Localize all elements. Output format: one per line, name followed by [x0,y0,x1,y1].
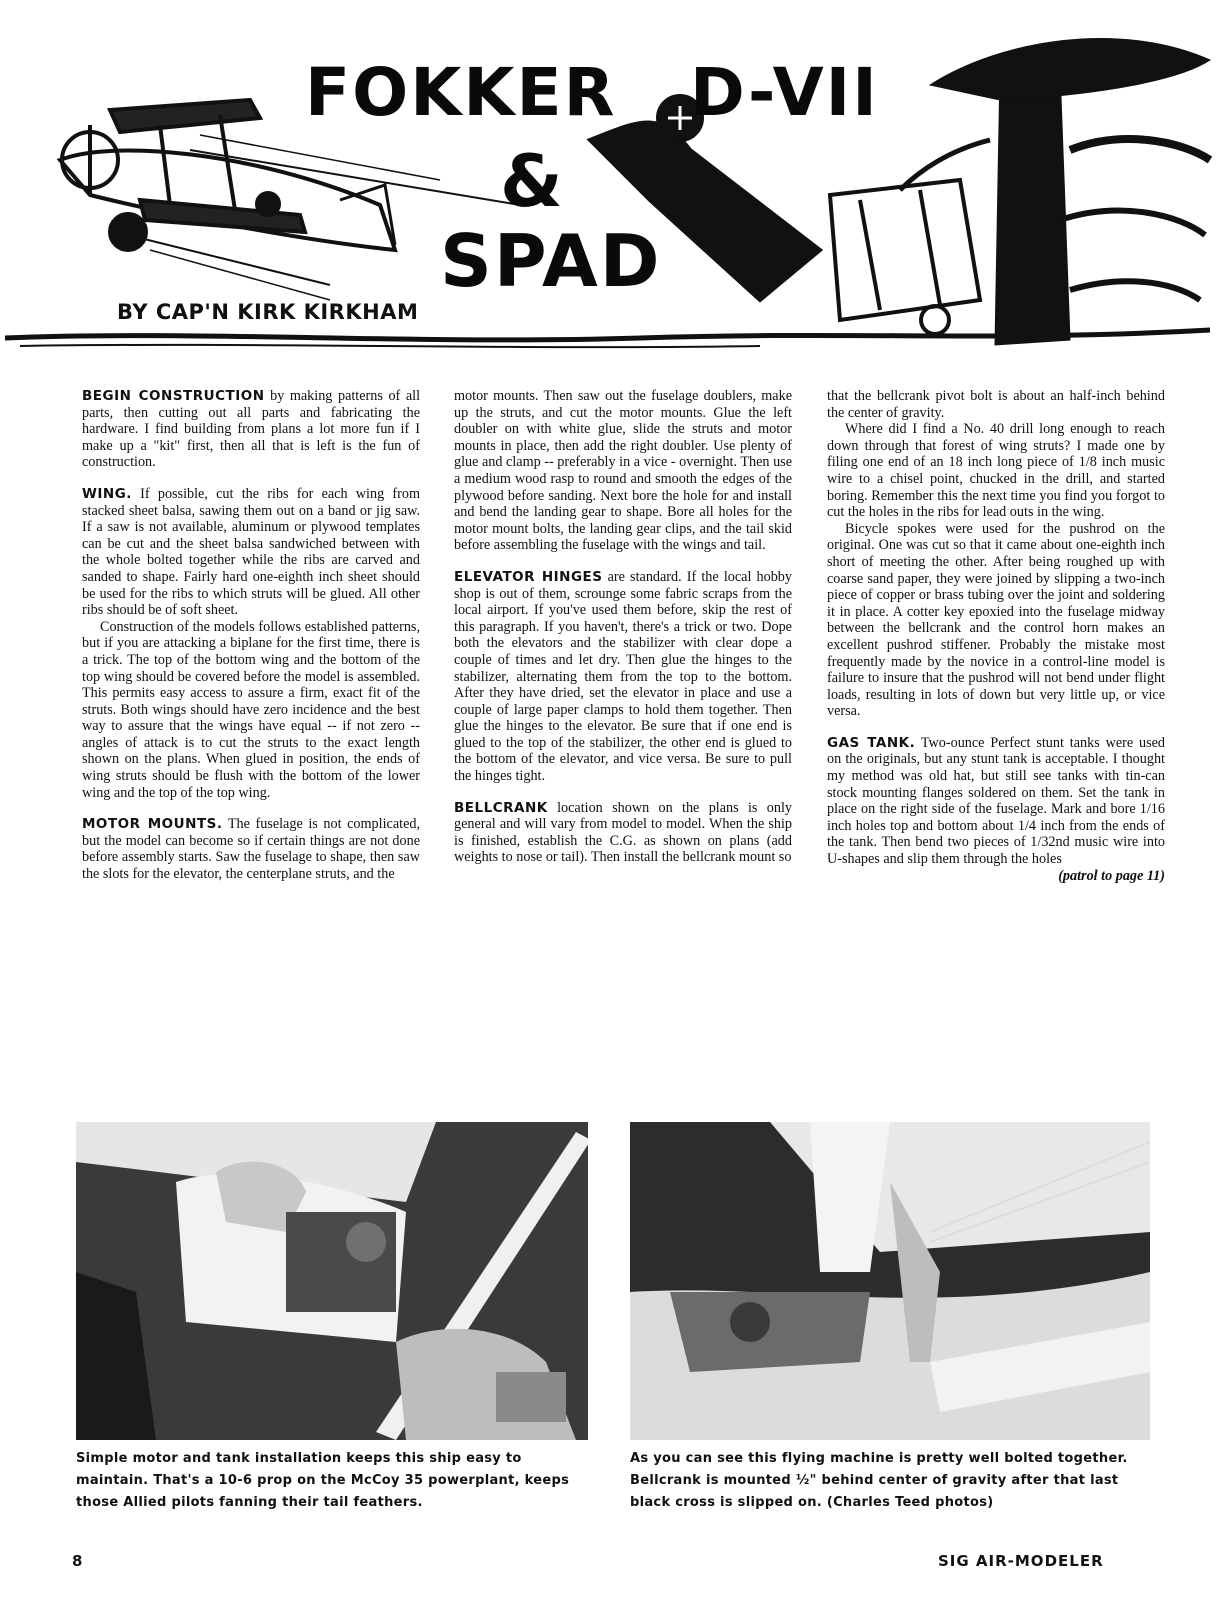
paragraph-text: are standard. If the local hobby shop is out of them, scrounge some fabric scraps from the local airport. If you've used them before, skip the rest of this paragraph. If you haven't, there's a trick or two. Dope both the elevators and the stabilizer with clear dope a couple of times and let dry. Then glue the hinges to the stabilizer, alternating them from the top to the bottom. After they have dried, set the elevator in place and use a couple of large paper clamps to hold them together. Then glue the hinges to the elevator. Be sure that if one end is glued to the top of the stabilizer, the other end is glued to the bottom of the elevator, and vice versa. Be sure to pull the hinges tight. [454,568,792,785]
title-spad: SPAD [440,219,662,303]
section-lead: BEGIN CONSTRUCTION [82,388,265,404]
author-byline: BY CAP'N KIRK KIRKHAM [117,300,419,324]
photo-motor-image [76,1122,588,1440]
section-lead: BELLCRANK [454,799,548,816]
paragraph-text: Two-ounce Perfect stunt tanks were used on the originals, but any stunt tank is acceptable. I thought my method was old hat, but still see tanks with tin-can stock mounting flanges soldered on them. Set the tank in place on the right side of the fuselage. Mark and bore 1/16 inch holes top and bottom about 1/4 inch from the ends of the tank. Then bend two pieces of 1/32nd music wire into U-shapes and slip them through the holes [827,734,1165,868]
section-lead: ELEVATOR HINGES [454,568,603,585]
paragraph-text: by making patterns of all parts, then cutting out all parts and fabricating the hardware. I find building from plans a lot more fun if I make up a "kit" first, then all that is left is the fun of construction. [82,388,420,471]
page-number: 8 [72,1552,83,1570]
paragraph-bellcrank [454,800,792,866]
section-lead: GAS TANK. [827,734,916,751]
article-body [82,388,1167,1113]
continued-note: (patrol to page 11) [1058,867,1165,884]
column-1 [82,388,420,1113]
paragraph-wing [82,486,420,619]
paragraph-construction-biplane: Construction of the models follows established patterns, but if you are attacking a biplane for the first time, there is a trick. The top of the bottom wing and the bottom of the top wing should be covered before the model is assembled. This permits easy access to assure a firm, exact fit of the struts. Both wings should have zero incidence and the best way to assure that the wings have equal -- if not zero -- angles of attack is to cut the struts to the exact length shown on the plans. When glued in position, the ends of wing struts should be flush with the bottom of the lower wing and the top of the top wing. [82,618,420,801]
paragraph-bellcrank-cont: that the bellcrank pivot bolt is about an half-inch behind the center of gravity. [827,388,1165,421]
section-lead: MOTOR MOUNTS. [82,816,223,833]
photo-bellcrank [630,1122,1150,1440]
magazine-name: SIG AIR-MODELER [938,1552,1104,1570]
paragraph-drill: Where did I find a No. 40 drill long enough to reach down through that forest of wing struts? I made one by filing one end of an 18 inch long piece of 1/8 inch music wire to a chisel point, chucked in the drill, and started boring. Remember this the next time you find you forgot to cut the holes in the ribs for lead outs in the wing. [827,421,1165,521]
column-2 [454,388,792,1113]
paragraph-motor-mounts [82,816,420,882]
paragraph-begin-construction [82,388,420,471]
photo-motor-installation [76,1122,588,1440]
paragraph-text: location shown on the plans is only general and will vary from model to model. When the ship is finished, establish the C.G. as shown on plans (add weights to nose or tail). Then install the bellcrank mount so [454,799,792,866]
paragraph-elevator-hinges [454,569,792,785]
paragraph-text: The fuselage is not complicated, but the model can become so if certain things are not done before assembly starts. Saw the fuselage to shape, then saw the slots for the elevator, the centerplane struts, and the [82,816,420,883]
column-3 [827,388,1165,1113]
section-lead: WING. [82,485,132,502]
photo-caption-2: As you can see this flying machine is pretty well bolted together. Bellcrank is mounted ½" behind center of gravity after that last black cross is slipped on. (Charles Teed photos) [630,1451,1128,1510]
title-ampersand: & [500,139,565,223]
title-fokker: FOKKER [305,54,617,131]
paragraph-gas-tank [827,735,1165,868]
paragraph-pushrod: Bicycle spokes were used for the pushrod on the original. One was cut so that it came about one-eighth inch short of meeting the other. After being roughed up with coarse sand paper, they were joined by slipping a two-inch piece of copper or brass tubing over the joint and soldering it in place. A cotter key epoxied into the fuselage midway between the bellcrank and the control horn makes an excellent pushrod stiffener. Probably the mistake most frequently made by the novice in a control-line model is failure to insure that the pushrod will not bend under flight loads, resulting in lots of down but very little up, or vice versa. [827,520,1165,720]
photo-bellcrank-image [630,1122,1150,1440]
article-header [0,0,1226,385]
tree-sketch [900,38,1210,345]
title-d-vii: D-VII [690,54,879,131]
paragraph-motor-mounts-cont: motor mounts. Then saw out the fuselage doublers, make up the struts, and cut the motor mounts. Glue the left doubler on with white glue, slide the struts and motor mounts in place, then add the right doubler. Use plenty of glue and clamp -- preferably in a vice - overnight. Then use a medium wood rasp to round and smooth the edges of the plywood before sanding. Next bore the hole for and install and bend the landing gear to shape. Bore all holes for the motor mount bolts, the landing gear clips, and the tail skid before assembling the fuselage with the wings and tail. [454,388,792,554]
paragraph-text: If possible, cut the ribs for each wing from stacked sheet balsa, sawing them out on a band or jig saw. If a saw is not available, aluminum or plywood templates can be cut and the sheet balsa sandwiched between with the whole bolted together while the ribs are carved and sanded to shape. Fairly hard one-eighth inch sheet should be used for the ribs to which struts will be glued. All other ribs should be of soft sheet. [82,485,420,619]
photo-caption-1: Simple motor and tank installation keeps this ship easy to maintain. That's a 10-6 prop on the McCoy 35 powerplant, keeps those Allied pilots fanning their tail feathers. [76,1451,570,1510]
